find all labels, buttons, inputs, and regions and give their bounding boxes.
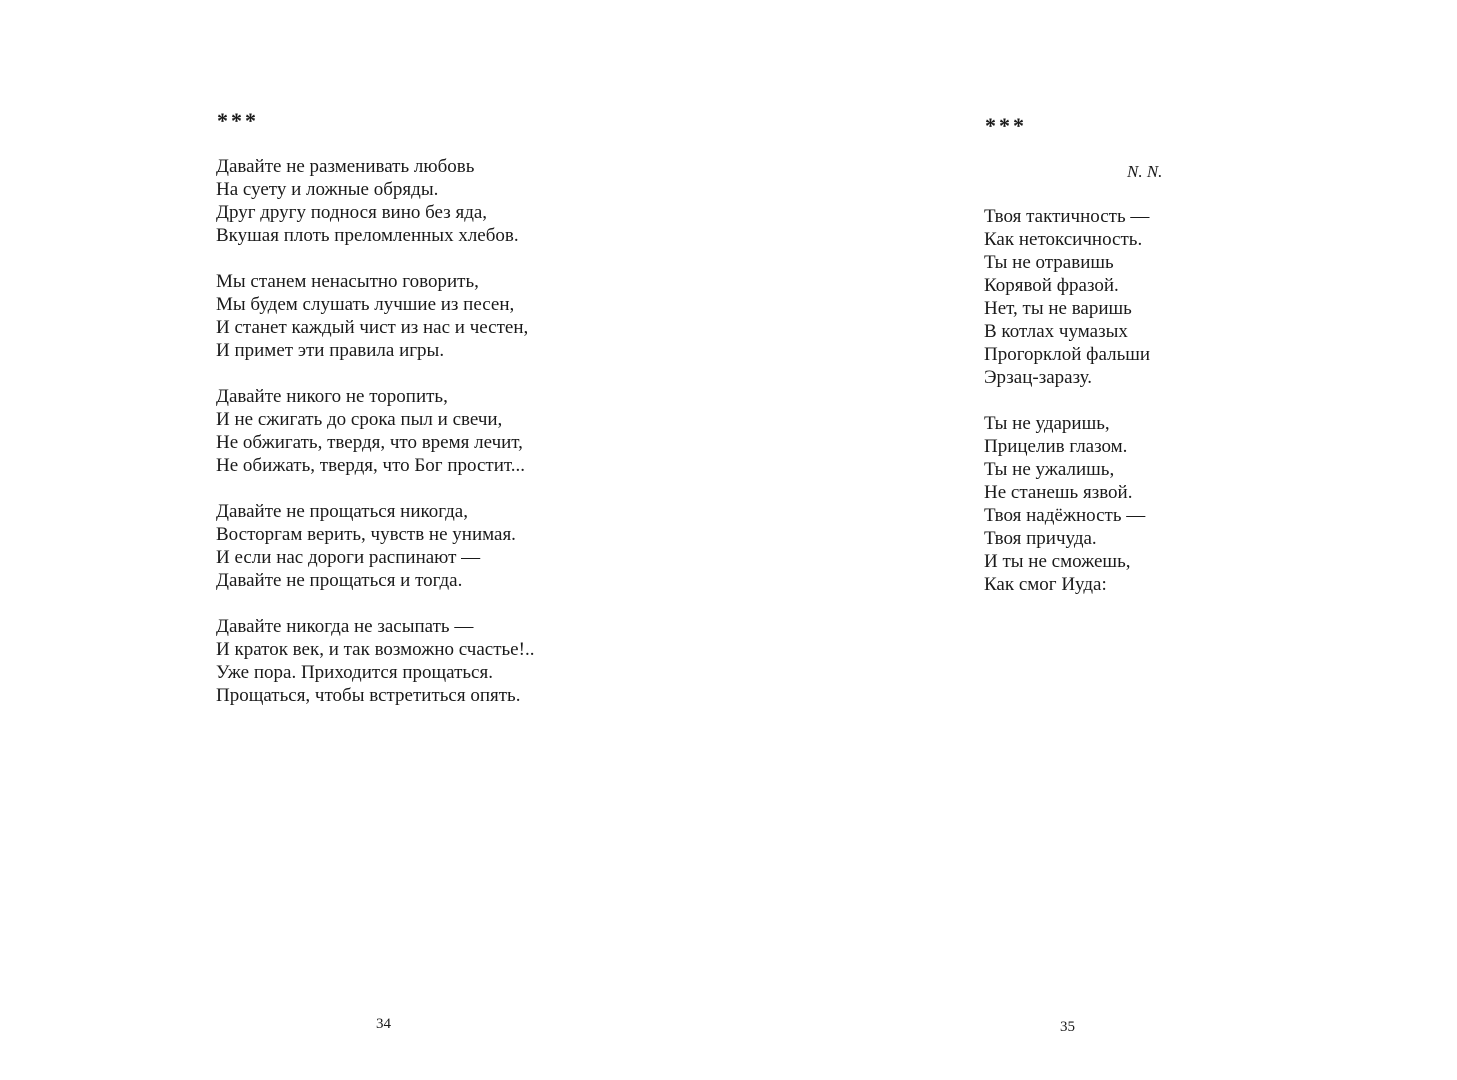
poem-line: Прицелив глазом.: [984, 436, 1128, 457]
poem-line: Как нетоксичность.: [984, 229, 1143, 250]
poem-line: И ты не сможешь,: [984, 551, 1131, 572]
poem-line: Прогорклой фальши: [984, 344, 1151, 365]
dedication: N. N.: [1127, 162, 1163, 181]
poem-line: И станет каждый чист из нас и честен,: [216, 317, 529, 338]
poem-line: Давайте никого не торопить,: [216, 386, 448, 407]
poem-line: Давайте не прощаться и тогда.: [216, 570, 463, 591]
poem-line: Давайте не прощаться никогда,: [216, 501, 468, 522]
poem-line: Твоя тактичность —: [984, 206, 1150, 227]
poem-line: И не сжигать до срока пыл и свечи,: [216, 409, 503, 430]
page-number: 34: [376, 1016, 391, 1032]
poem-line: Прощаться, чтобы встретиться опять.: [216, 685, 521, 706]
poem-line: И если нас дороги распинают —: [216, 547, 481, 568]
stanza: [216, 500, 534, 592]
poem: [216, 155, 534, 707]
poem-line: Ты не ударишь,: [984, 413, 1110, 434]
poem-line: Вкушая плоть преломленных хлебов.: [216, 225, 519, 246]
poem-line: Твоя причуда.: [984, 528, 1097, 549]
poem-line: Не станешь язвой.: [984, 482, 1133, 503]
poem-line: Твоя надёжность —: [984, 505, 1146, 526]
poem-line: Друг другу поднося вино без яда,: [216, 202, 488, 223]
poem-line: Не обижать, твердя, что Бог простит...: [216, 455, 526, 476]
poem-line: Ты не ужалишь,: [984, 459, 1115, 480]
poem-line: Восторгам верить, чувств не унимая.: [216, 524, 516, 545]
poem: [984, 205, 1150, 596]
poem-line: Эрзац-заразу.: [984, 367, 1093, 388]
poem-line: Давайте никогда не засыпать —: [216, 616, 474, 637]
right-page: [728, 0, 1457, 1080]
section-asterisks: ***: [985, 113, 1027, 138]
stanza: [216, 615, 534, 707]
poem-line: Мы станем ненасытно говорить,: [216, 271, 479, 292]
poem-line: Мы будем слушать лучшие из песен,: [216, 294, 515, 315]
stanza: [216, 270, 534, 362]
stanza: [984, 205, 1150, 389]
stanza: [216, 155, 534, 247]
poem-line: Уже пора. Приходится прощаться.: [216, 662, 493, 683]
stanza: [216, 385, 534, 477]
poem-line: На суету и ложные обряды.: [216, 179, 439, 200]
poem-line: И примет эти правила игры.: [216, 340, 445, 361]
poem-line: Как смог Иуда:: [984, 574, 1107, 595]
poem-line: И краток век, и так возможно счастье!..: [216, 639, 535, 660]
poem-line: Нет, ты не варишь: [984, 298, 1132, 319]
poem-line: Давайте не разменивать любовь: [216, 156, 475, 177]
section-asterisks: ***: [217, 108, 259, 133]
poem-line: Корявой фразой.: [984, 275, 1119, 296]
poem-line: В котлах чумазых: [984, 321, 1128, 342]
page-number: 35: [1060, 1019, 1075, 1035]
poem-line: Ты не отравишь: [984, 252, 1114, 273]
left-page: [0, 0, 728, 1080]
poem-line: Не обжигать, твердя, что время лечит,: [216, 432, 523, 453]
stanza: [984, 412, 1150, 596]
